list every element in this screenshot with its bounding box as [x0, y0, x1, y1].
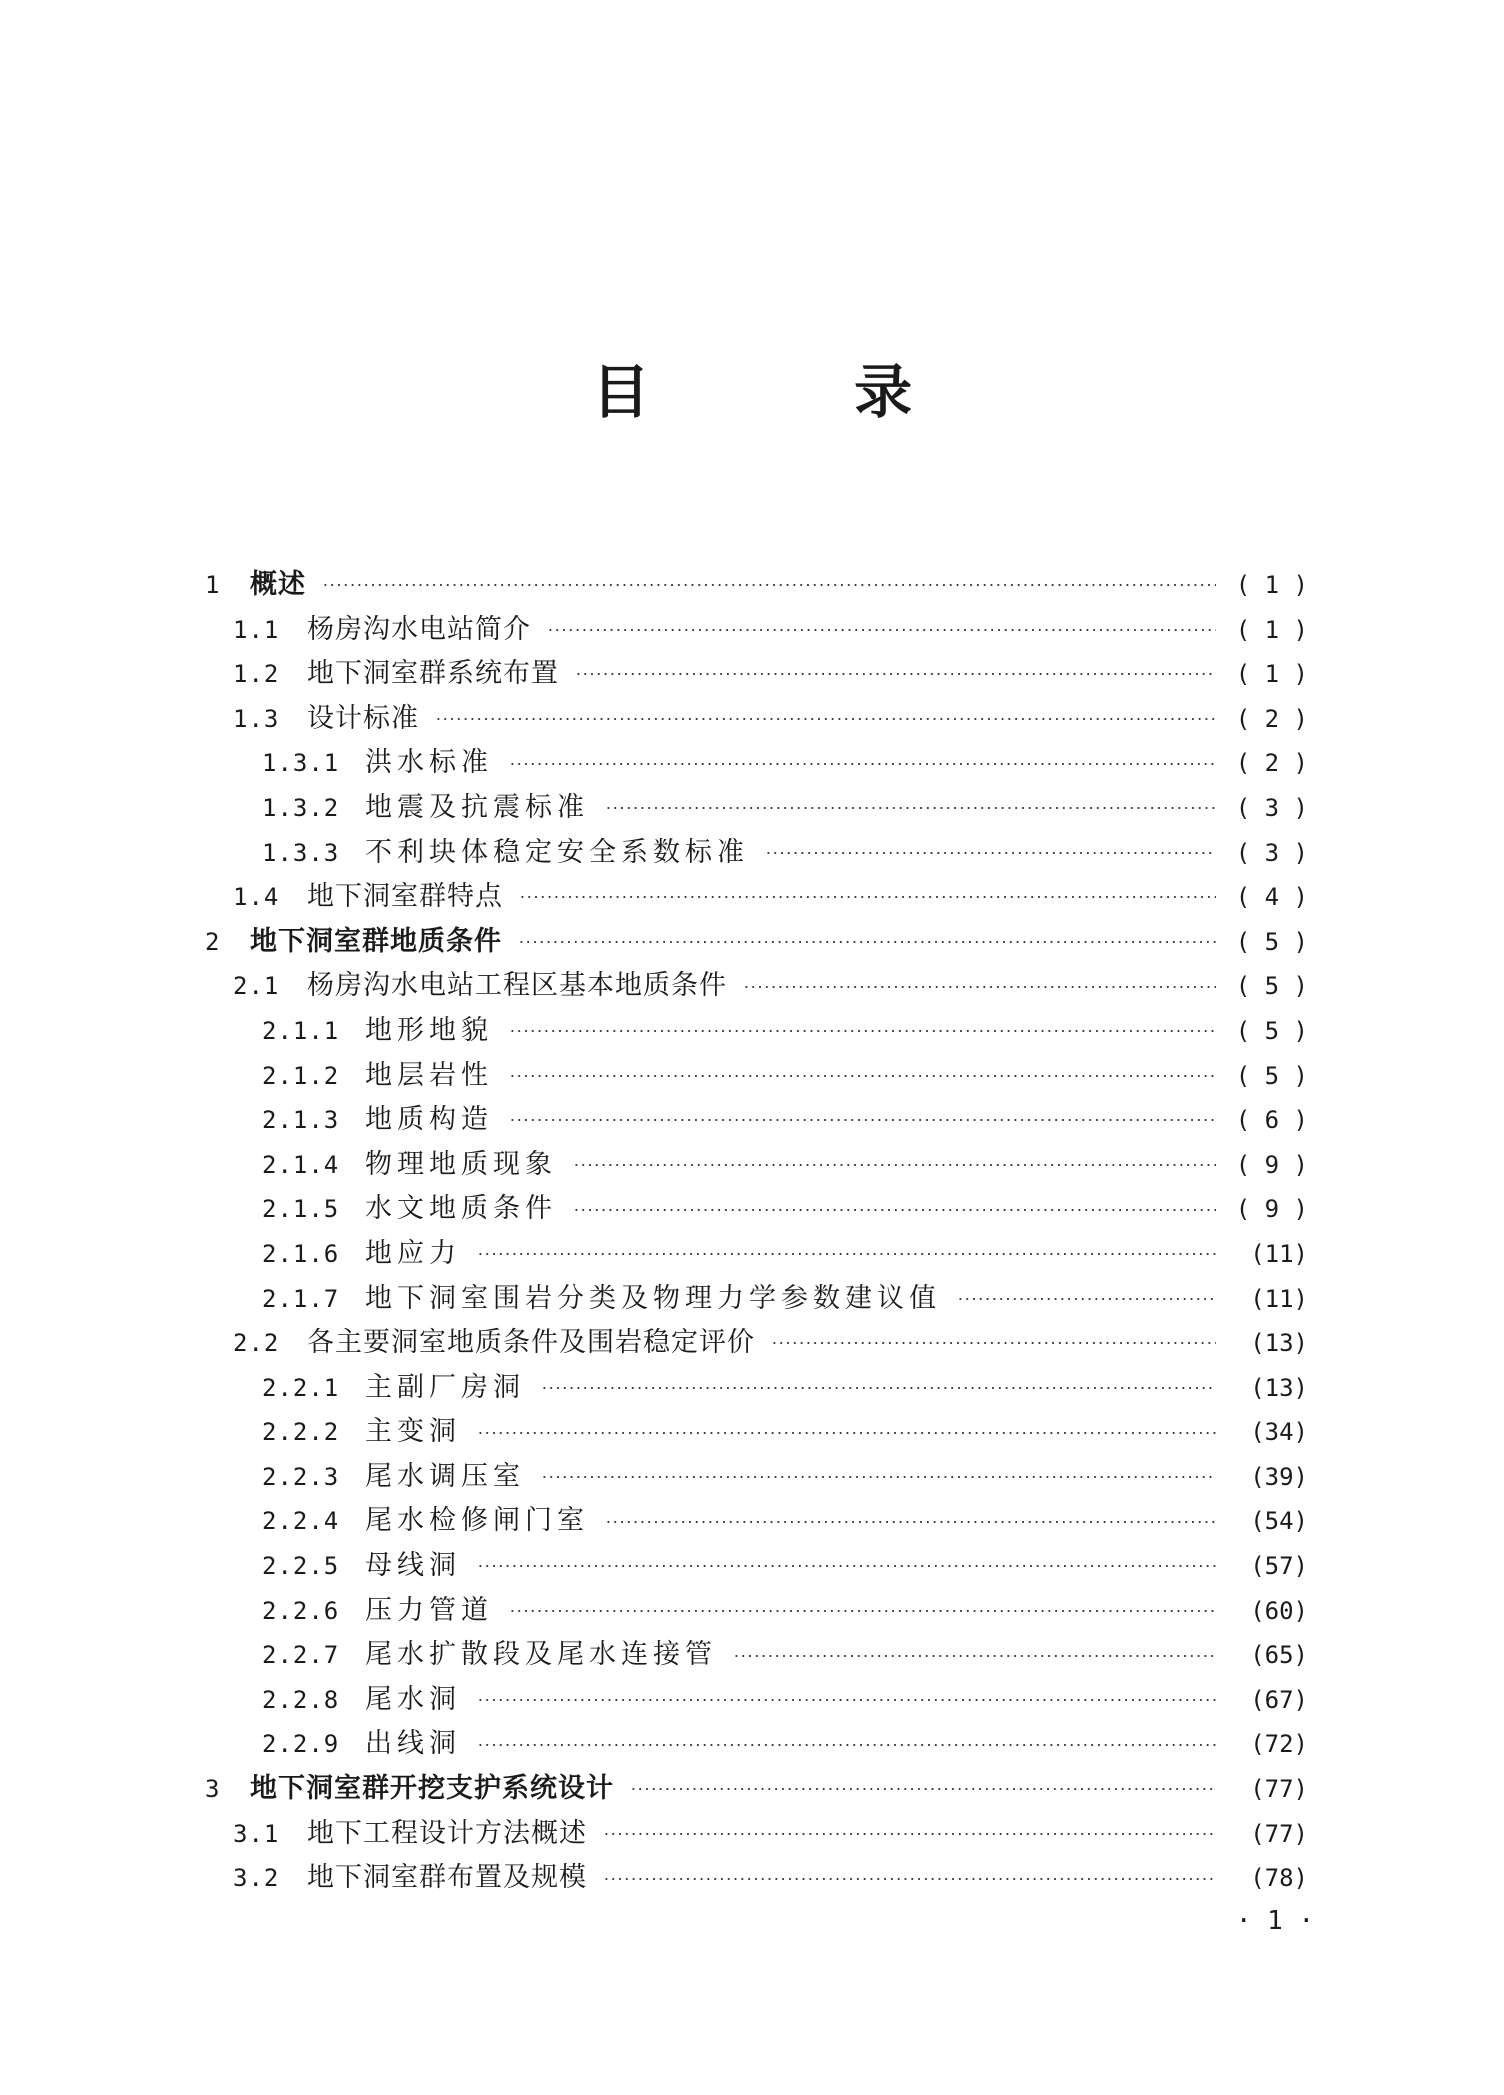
toc-entry-page: ( 1 ): [1235, 615, 1308, 644]
toc-entry-number: 3.2: [233, 1864, 280, 1893]
toc-entry: [0, 652, 1504, 697]
toc-dot-leader: [477, 1565, 1216, 1567]
toc-dot-leader: [541, 1387, 1216, 1389]
toc-entry-page: (11): [1250, 1239, 1308, 1268]
toc-entry: [0, 1678, 1504, 1723]
toc-entry-number: 2.2.4: [262, 1507, 340, 1536]
toc-dot-leader: [435, 718, 1216, 720]
toc-entry-page: (77): [1250, 1775, 1308, 1804]
toc-entry-title: 水文地质条件: [365, 1193, 557, 1225]
toc-entry-title: 设计标准: [307, 702, 419, 734]
toc-entry-title: 地震及抗震标准: [365, 791, 589, 823]
toc-entry-title: 压力管道: [365, 1594, 493, 1626]
toc-entry-number: 1.1: [233, 615, 280, 644]
toc-entry-page: ( 5 ): [1235, 1016, 1308, 1045]
toc-entry-title: 物理地质现象: [365, 1148, 557, 1180]
toc-entry-title: 地下洞室群地质条件: [250, 925, 502, 957]
page-title: 目 录: [591, 358, 1005, 426]
toc-entry: [0, 786, 1504, 831]
toc-entry: [0, 875, 1504, 920]
toc-entry-page: (60): [1250, 1596, 1308, 1625]
toc-entry-page: ( 2 ): [1235, 704, 1308, 733]
toc-entry-number: 1.3.1: [262, 749, 340, 778]
toc-entry-page: (78): [1250, 1864, 1308, 1893]
toc-entry-number: 2.1.6: [262, 1239, 340, 1268]
toc-entry-number: 2.1.1: [262, 1016, 340, 1045]
toc-entry: [0, 1812, 1504, 1857]
toc-entry: [0, 1098, 1504, 1143]
toc-dot-leader: [603, 1833, 1216, 1835]
toc-entry-number: 2.2.6: [262, 1596, 340, 1625]
toc-entry-number: 1.3.2: [262, 793, 340, 822]
toc-entry-page: ( 5 ): [1235, 1061, 1308, 1090]
toc-dot-leader: [573, 1209, 1216, 1211]
toc-entry-number: 1.4: [233, 883, 280, 912]
toc-entry: [0, 1767, 1504, 1812]
toc-dot-leader: [519, 896, 1216, 898]
toc-entry-title: 主副厂房洞: [365, 1371, 525, 1403]
toc-entry-number: 2.1.5: [262, 1195, 340, 1224]
toc-entry-number: 1.3: [233, 704, 280, 733]
toc-entry: [0, 1544, 1504, 1589]
toc-entry-title: 出线洞: [365, 1728, 461, 1760]
toc-entry: [0, 1009, 1504, 1054]
toc-entry-number: 3.1: [233, 1819, 280, 1848]
toc-entry: [0, 563, 1504, 608]
toc-entry: [0, 964, 1504, 1009]
toc-entry: [0, 741, 1504, 786]
toc-entry: [0, 1187, 1504, 1232]
toc-entry: [0, 1143, 1504, 1188]
toc-entry-title: 地下洞室群系统布置: [307, 658, 559, 690]
toc-entry-title: 地下洞室群特点: [307, 881, 503, 913]
toc-entry-title: 地下洞室围岩分类及物理力学参数建议值: [365, 1282, 941, 1314]
toc-entry-number: 2.2.5: [262, 1552, 340, 1581]
toc-dot-leader: [771, 1342, 1216, 1344]
toc-entry-page: ( 9 ): [1235, 1150, 1308, 1179]
toc-entry-title: 尾水检修闸门室: [365, 1505, 589, 1537]
toc-dot-leader: [630, 1788, 1216, 1790]
page-number: · 1 ·: [1235, 1906, 1315, 1936]
toc-entry-page: ( 5 ): [1235, 927, 1308, 956]
toc-entry: [0, 1722, 1504, 1767]
toc-entry-title: 概述: [250, 569, 306, 600]
toc-entry-page: (57): [1250, 1552, 1308, 1581]
toc-entry-page: ( 2 ): [1235, 749, 1308, 778]
toc-entry-page: ( 5 ): [1235, 972, 1308, 1001]
toc-entry-number: 2.1: [233, 972, 280, 1001]
toc-entry-title: 母线洞: [365, 1550, 461, 1582]
toc-entry-title: 主变洞: [365, 1416, 461, 1448]
toc-entry-page: (72): [1250, 1730, 1308, 1759]
toc-entry-number: 2.1.4: [262, 1150, 340, 1179]
toc-entry-page: (13): [1250, 1373, 1308, 1402]
toc-entry-page: (11): [1250, 1284, 1308, 1313]
toc-entry-title: 杨房沟水电站工程区基本地质条件: [307, 970, 727, 1002]
toc-dot-leader: [509, 1030, 1216, 1032]
table-of-contents: [0, 563, 1504, 1901]
toc-entry-number: 2.2.3: [262, 1462, 340, 1491]
toc-dot-leader: [509, 1119, 1216, 1121]
toc-entry-page: (77): [1250, 1819, 1308, 1848]
toc-entry-title: 地下洞室群开挖支护系统设计: [250, 1773, 614, 1805]
toc-entry-page: ( 9 ): [1235, 1195, 1308, 1224]
toc-entry: [0, 1366, 1504, 1411]
toc-entry: [0, 1321, 1504, 1366]
toc-entry-title: 地下洞室群布置及规模: [307, 1862, 587, 1894]
toc-entry: [0, 1589, 1504, 1634]
toc-entry-number: 2.1.3: [262, 1106, 340, 1135]
toc-entry-title: 地形地貌: [365, 1014, 493, 1046]
toc-dot-leader: [477, 1699, 1216, 1701]
toc-entry-page: ( 3 ): [1235, 838, 1308, 867]
toc-entry: [0, 1054, 1504, 1099]
toc-entry-title: 不利块体稳定安全系数标准: [365, 836, 749, 868]
toc-entry-title: 各主要洞室地质条件及围岩稳定评价: [307, 1327, 755, 1359]
toc-entry-number: 2.2.1: [262, 1373, 340, 1402]
toc-dot-leader: [518, 941, 1216, 943]
toc-dot-leader: [605, 1521, 1216, 1523]
toc-dot-leader: [575, 673, 1216, 675]
toc-entry-number: 2.1.2: [262, 1061, 340, 1090]
toc-entry-title: 地应力: [365, 1237, 461, 1269]
toc-entry-number: 1: [205, 571, 221, 599]
toc-entry: [0, 1499, 1504, 1544]
toc-entry-title: 地层岩性: [365, 1059, 493, 1091]
toc-entry-page: (13): [1250, 1329, 1308, 1358]
toc-dot-leader: [957, 1298, 1216, 1300]
toc-entry-title: 地质构造: [365, 1104, 493, 1136]
toc-dot-leader: [733, 1655, 1216, 1657]
toc-dot-leader: [743, 986, 1216, 988]
toc-entry: [0, 1277, 1504, 1322]
toc-entry-number: 1.3.3: [262, 838, 340, 867]
toc-entry-page: ( 4 ): [1235, 883, 1308, 912]
toc-entry-page: ( 3 ): [1235, 793, 1308, 822]
toc-entry-page: (54): [1250, 1507, 1308, 1536]
toc-dot-leader: [547, 629, 1216, 631]
toc-entry: [0, 608, 1504, 653]
toc-entry-title: 尾水扩散段及尾水连接管: [365, 1639, 717, 1671]
toc-entry: [0, 920, 1504, 965]
toc-entry-title: 尾水调压室: [365, 1460, 525, 1492]
toc-entry-page: (67): [1250, 1685, 1308, 1714]
toc-entry-page: (34): [1250, 1418, 1308, 1447]
toc-entry-number: 2.2.7: [262, 1641, 340, 1670]
toc-dot-leader: [541, 1476, 1216, 1478]
toc-entry-page: (39): [1250, 1462, 1308, 1491]
toc-entry: [0, 697, 1504, 742]
toc-entry-number: 2.2.2: [262, 1418, 340, 1447]
toc-dot-leader: [322, 584, 1216, 586]
toc-dot-leader: [573, 1164, 1216, 1166]
toc-entry: [0, 1232, 1504, 1277]
toc-entry-number: 2.2.9: [262, 1730, 340, 1759]
toc-entry-number: 1.2: [233, 660, 280, 689]
toc-entry-page: ( 1 ): [1235, 660, 1308, 689]
toc-dot-leader: [477, 1744, 1216, 1746]
toc-entry-page: ( 6 ): [1235, 1106, 1308, 1135]
toc-dot-leader: [509, 1075, 1216, 1077]
toc-dot-leader: [509, 1610, 1216, 1612]
toc-dot-leader: [477, 1432, 1216, 1434]
toc-entry-page: (65): [1250, 1641, 1308, 1670]
toc-dot-leader: [603, 1878, 1216, 1880]
toc-entry-title: 尾水洞: [365, 1683, 461, 1715]
toc-entry-title: 杨房沟水电站简介: [307, 613, 531, 645]
toc-entry-number: 2: [205, 927, 221, 956]
toc-entry-number: 3: [205, 1775, 221, 1804]
toc-entry: [0, 1633, 1504, 1678]
toc-entry: [0, 831, 1504, 876]
toc-dot-leader: [605, 807, 1216, 809]
toc-entry: [0, 1410, 1504, 1455]
toc-entry-number: 2.2: [233, 1329, 280, 1358]
toc-entry-page: ( 1 ): [1235, 571, 1308, 599]
toc-dot-leader: [477, 1253, 1216, 1255]
toc-entry: [0, 1455, 1504, 1500]
toc-entry-number: 2.2.8: [262, 1685, 340, 1714]
toc-entry-title: 地下工程设计方法概述: [307, 1817, 587, 1849]
toc-entry: [0, 1856, 1504, 1901]
toc-entry-number: 2.1.7: [262, 1284, 340, 1313]
toc-dot-leader: [765, 852, 1216, 854]
toc-entry-title: 洪水标准: [365, 747, 493, 779]
toc-dot-leader: [509, 763, 1216, 765]
